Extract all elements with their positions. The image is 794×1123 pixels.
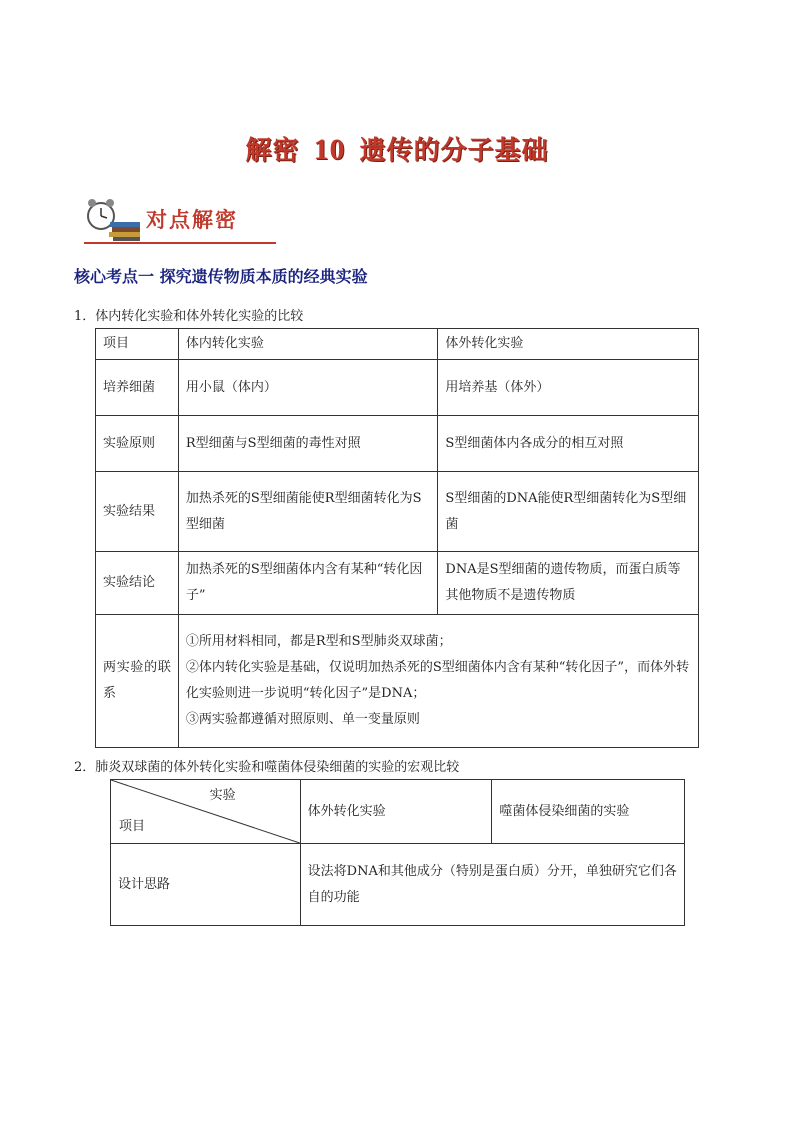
link-content (178, 615, 698, 748)
table-row (96, 329, 699, 360)
row-label: 实验结果 (96, 472, 179, 552)
table-header-cell: 项目 (96, 329, 179, 360)
row-label: 设计思路 (111, 844, 301, 926)
table-row (111, 844, 685, 926)
banner-rule (84, 242, 276, 244)
table-cell: 用培养基（体外） (438, 360, 699, 416)
comparison-table-2 (110, 779, 685, 926)
list-item: ②体内转化实验是基础，仅说明加热杀死的S型细菌体内含有某种“转化因子”，而体外转化实验则进一步说明“转化因子”是DNA； (185, 660, 690, 701)
row-label: 培养细菌 (96, 360, 179, 416)
table-header-cell: 体内转化实验 (178, 329, 438, 360)
table-header-cell: 噬菌体侵染细菌的实验 (492, 780, 685, 844)
row-label: 实验原则 (96, 416, 179, 472)
list-item: ③两实验都遵循对照原则、单一变量原则 (185, 712, 420, 727)
table-cell: R型细菌与S型细菌的毒性对照 (178, 416, 438, 472)
table-row (96, 360, 699, 416)
banner-label: 对点解密 (146, 208, 238, 232)
section-banner (84, 196, 276, 248)
table-row (96, 472, 699, 552)
table-row (111, 780, 685, 844)
comparison-table-1 (95, 328, 699, 748)
table-cell: 加热杀死的S型细菌能使R型细菌转化为S型细菌 (178, 472, 438, 552)
table-header-cell: 体外转化实验 (438, 329, 699, 360)
page-title: 解密 10 遗传的分子基础 (245, 133, 549, 166)
row-label: 实验结论 (96, 552, 179, 615)
table-cell: S型细菌的DNA能使R型细菌转化为S型细菌 (438, 472, 699, 552)
alarm-clock-books-icon (84, 196, 142, 242)
section2-label: 2．肺炎双球菌的体外转化实验和噬菌体侵染细菌的实验的宏观比较 (74, 760, 460, 775)
table-cell: 用小鼠（体内） (178, 360, 438, 416)
table-cell: 设法将DNA和其他成分（特别是蛋白质）分开，单独研究它们各自的功能 (300, 844, 684, 926)
corner-bottom-label: 项目 (119, 819, 146, 834)
table-header-cell: 体外转化实验 (300, 780, 492, 844)
corner-top-label: 实验 (209, 788, 236, 803)
table-row (96, 552, 699, 615)
table-row (96, 416, 699, 472)
row-label: 两实验的联系 (96, 615, 179, 748)
table-cell: 加热杀死的S型细菌体内含有某种“转化因子” (178, 552, 438, 615)
section1-label: 1．体内转化实验和体外转化实验的比较 (74, 309, 304, 324)
diagonal-header-cell (111, 780, 301, 844)
table-row (96, 615, 699, 748)
table-cell: S型细菌体内各成分的相互对照 (438, 416, 699, 472)
table-cell: DNA是S型细菌的遗传物质，而蛋白质等其他物质不是遗传物质 (438, 552, 699, 615)
section-heading: 核心考点一 探究遗传物质本质的经典实验 (74, 267, 368, 286)
list-item: ①所用材料相同，都是R型和S型肺炎双球菌； (185, 634, 452, 649)
